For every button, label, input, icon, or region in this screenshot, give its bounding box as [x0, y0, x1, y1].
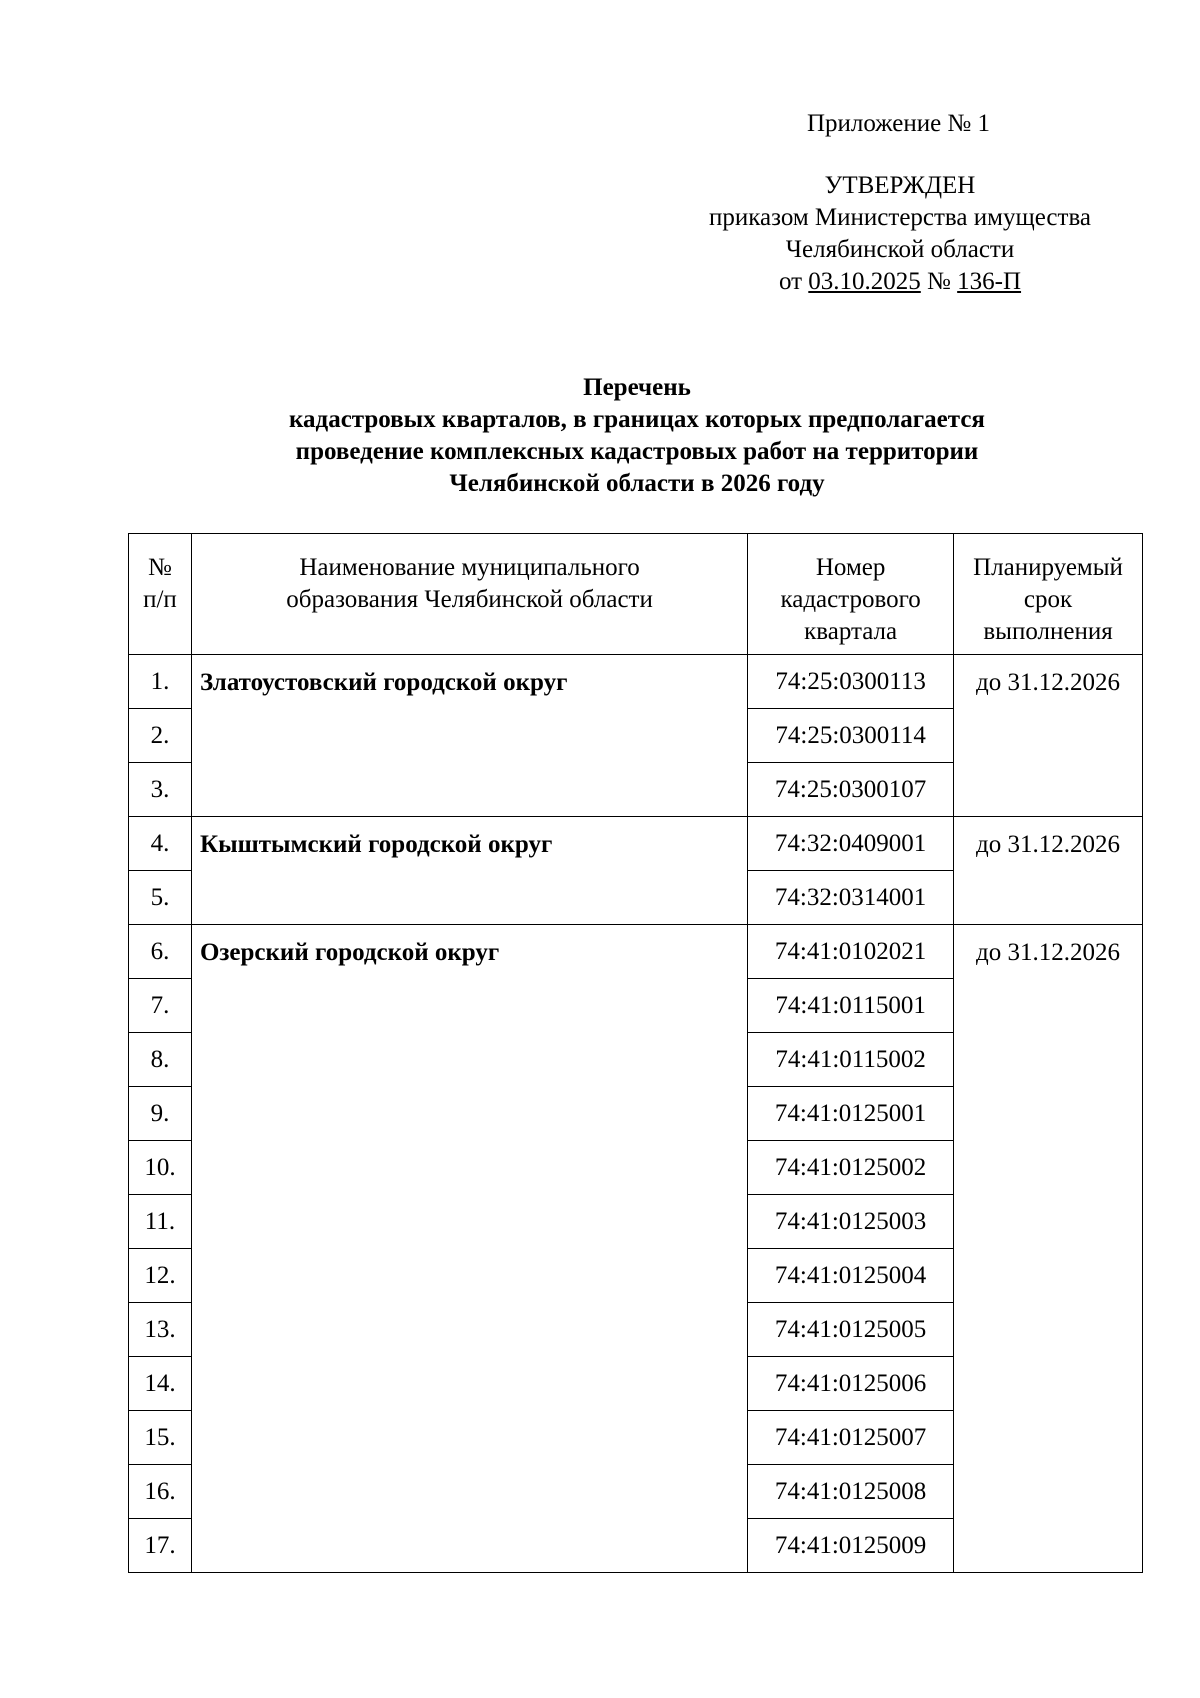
number-prefix: № — [927, 268, 951, 295]
row-number: 8. — [129, 1033, 192, 1087]
table-body — [129, 655, 1143, 1573]
header-muni-line-1: Наименование муниципального — [299, 554, 640, 581]
cadastral-number: 74:41:0125004 — [748, 1249, 954, 1303]
cadastral-number: 74:41:0125006 — [748, 1357, 954, 1411]
header-num — [129, 534, 192, 655]
row-number: 17. — [129, 1519, 192, 1573]
row-number: 6. — [129, 925, 192, 979]
row-number: 14. — [129, 1357, 192, 1411]
cadastral-number: 74:41:0125003 — [748, 1195, 954, 1249]
table-row — [129, 817, 1143, 871]
order-line-1: приказом Министерства имущества — [708, 204, 1092, 231]
row-number: 13. — [129, 1303, 192, 1357]
row-number: 2. — [129, 709, 192, 763]
header-term-line-2: срок — [1023, 586, 1073, 613]
row-number: 4. — [129, 817, 192, 871]
cadastral-number: 74:32:0314001 — [748, 871, 954, 925]
cadastral-number: 74:41:0115002 — [748, 1033, 954, 1087]
cadastral-number: 74:41:0125005 — [748, 1303, 954, 1357]
header-num-line-2: п/п — [143, 586, 177, 613]
cadastral-number: 74:25:0300107 — [748, 763, 954, 817]
row-number: 9. — [129, 1087, 192, 1141]
order-date: 03.10.2025 — [808, 268, 921, 295]
header-code-line-3: квартала — [804, 618, 898, 645]
table-row — [129, 925, 1143, 979]
order-line-2: Челябинской области — [785, 236, 1015, 263]
cadastral-number: 74:41:0125001 — [748, 1087, 954, 1141]
header-municipality — [191, 534, 747, 655]
cadastral-number: 74:41:0115001 — [748, 979, 954, 1033]
deadline: до 31.12.2026 — [954, 817, 1143, 925]
deadline: до 31.12.2026 — [954, 925, 1143, 1573]
document-title — [130, 372, 1144, 500]
row-number: 3. — [129, 763, 192, 817]
appendix-label: Приложение № 1 — [807, 110, 991, 137]
cadastral-number: 74:41:0125007 — [748, 1411, 954, 1465]
header-term-line-1: Планируемый — [973, 554, 1123, 581]
row-number: 11. — [129, 1195, 192, 1249]
cadastral-table — [128, 533, 1143, 1573]
date-prefix: от — [778, 268, 803, 295]
cadastral-number: 74:41:0125002 — [748, 1141, 954, 1195]
header-code-line-1: Номер — [815, 554, 886, 581]
deadline: до 31.12.2026 — [954, 655, 1143, 817]
title-line-4: Челябинской области в 2026 году — [449, 470, 825, 497]
approved-label: УТВЕРЖДЕН — [824, 172, 976, 199]
cadastral-number: 74:41:0125009 — [748, 1519, 954, 1573]
approval-stamp — [660, 170, 1140, 298]
row-number: 12. — [129, 1249, 192, 1303]
row-number: 16. — [129, 1465, 192, 1519]
header-muni-line-2: образования Челябинской области — [286, 586, 653, 613]
municipality-name: Кыштымский городской округ — [191, 817, 747, 925]
order-date-line — [660, 266, 1140, 298]
cadastral-number: 74:41:0102021 — [748, 925, 954, 979]
municipality-name: Озерский городской округ — [191, 925, 747, 1573]
table-row — [129, 655, 1143, 709]
row-number: 5. — [129, 871, 192, 925]
header-cadastral-number — [748, 534, 954, 655]
cadastral-number: 74:25:0300114 — [748, 709, 954, 763]
row-number: 7. — [129, 979, 192, 1033]
row-number: 1. — [129, 655, 192, 709]
header-term-line-3: выполнения — [983, 618, 1113, 645]
table-header-row — [129, 534, 1143, 655]
header-deadline — [954, 534, 1143, 655]
cadastral-number: 74:32:0409001 — [748, 817, 954, 871]
cadastral-number: 74:41:0125008 — [748, 1465, 954, 1519]
title-line-2: кадастровых кварталов, в границах которых предполагается — [289, 406, 985, 433]
row-number: 15. — [129, 1411, 192, 1465]
header-num-line-1: № — [148, 554, 172, 581]
title-line-3: проведение комплексных кадастровых работ на территории — [295, 438, 979, 465]
title-line-1: Перечень — [583, 374, 691, 401]
cadastral-number: 74:25:0300113 — [748, 655, 954, 709]
order-number: 136-П — [957, 268, 1022, 295]
header-code-line-2: кадастрового — [780, 586, 921, 613]
approval-block — [660, 108, 1140, 298]
row-number: 10. — [129, 1141, 192, 1195]
municipality-name: Златоустовский городской округ — [191, 655, 747, 817]
